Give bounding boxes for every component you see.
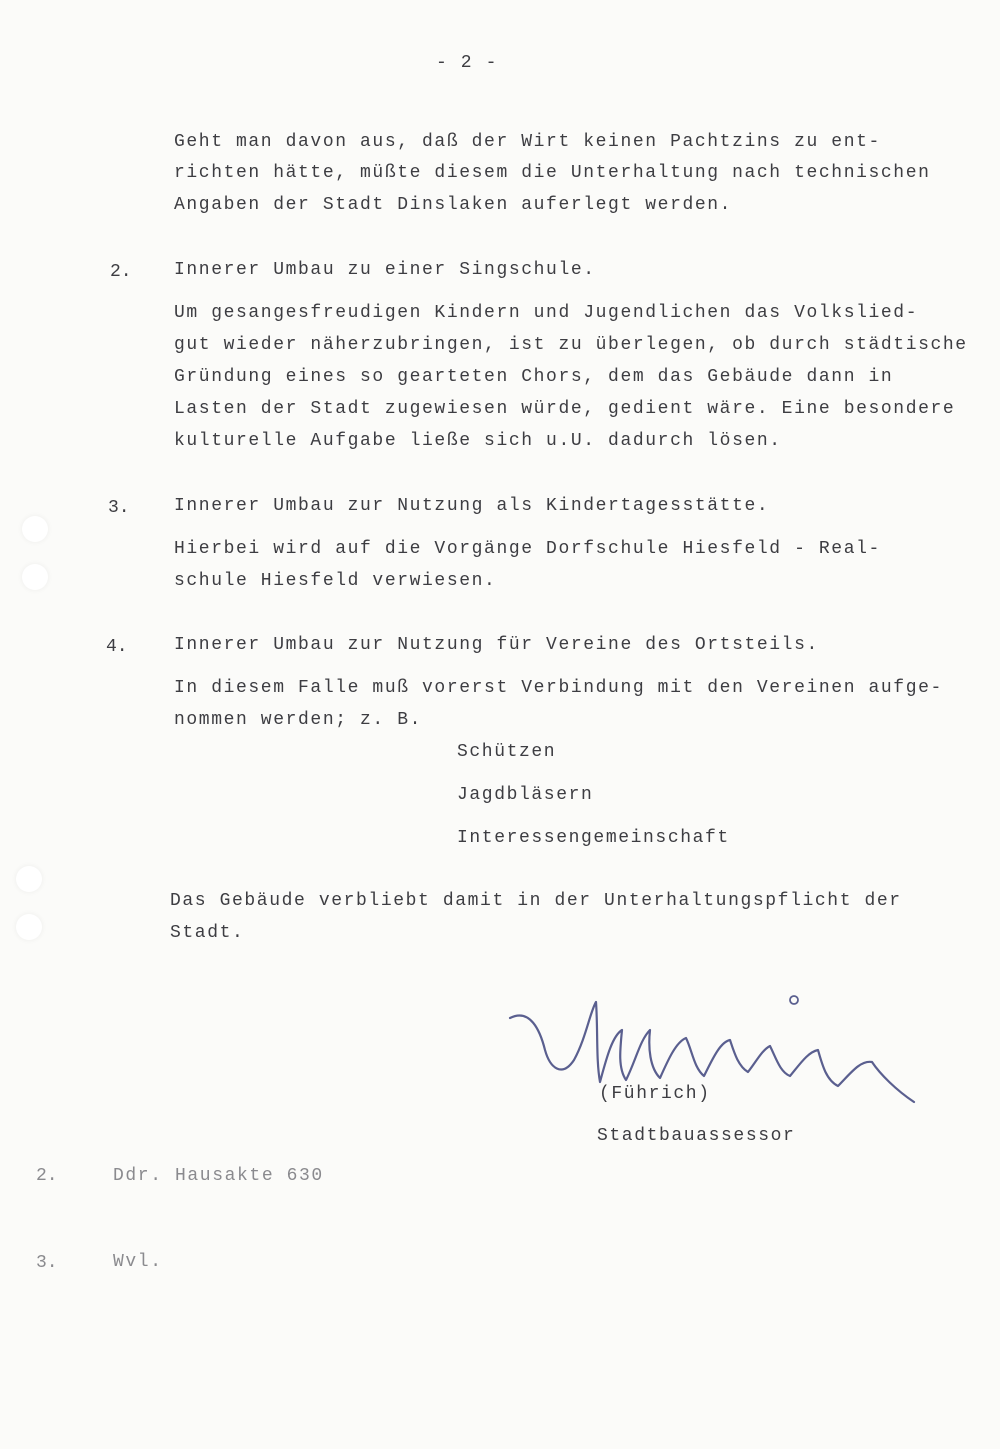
item-body-line: schule Hiesfeld verwiesen. bbox=[174, 571, 497, 591]
footer-note-text: Ddr. Hausakte 630 bbox=[113, 1166, 324, 1186]
punch-hole-upper-2 bbox=[22, 564, 48, 590]
signatory-name: (Führich) bbox=[599, 1084, 711, 1104]
page-number: - 2 - bbox=[436, 53, 499, 73]
item-body-line: Um gesangesfreudigen Kindern und Jugendlichen das Volkslied- bbox=[174, 303, 919, 323]
item-body-line: kulturelle Aufgabe ließe sich u.U. dadurch lösen. bbox=[174, 431, 782, 451]
item-body-line: In diesem Falle muß vorerst Verbindung mit den Vereinen aufge- bbox=[174, 678, 943, 698]
punch-hole-lower-1 bbox=[16, 866, 42, 892]
intro-line: richten hätte, müßte diesem die Unterhaltung nach technischen bbox=[174, 163, 931, 183]
handwritten-signature bbox=[500, 990, 930, 1110]
intro-line: Geht man davon aus, daß der Wirt keinen Pachtzins zu ent- bbox=[174, 132, 881, 152]
association-item: Jagdbläsern bbox=[457, 785, 594, 805]
punch-hole-lower-2 bbox=[16, 914, 42, 940]
closing-line: Stadt. bbox=[170, 923, 245, 943]
item-body-line: gut wieder näherzubringen, ist zu überlegen, ob durch städtische bbox=[174, 335, 968, 355]
item-heading: Innerer Umbau zur Nutzung als Kindertagesstätte. bbox=[174, 496, 770, 516]
closing-line: Das Gebäude verbliebt damit in der Unterhaltungspflicht der bbox=[170, 891, 902, 911]
intro-line: Angaben der Stadt Dinslaken auferlegt werden. bbox=[174, 195, 733, 215]
item-number: 4. bbox=[106, 637, 128, 657]
footer-note-text: Wvl. bbox=[113, 1252, 163, 1272]
footer-note-number: 2. bbox=[36, 1166, 58, 1186]
signatory-title: Stadtbauassessor bbox=[597, 1126, 796, 1146]
item-heading: Innerer Umbau zur Nutzung für Vereine des Ortsteils. bbox=[174, 635, 819, 655]
item-number: 3. bbox=[108, 498, 130, 518]
association-item: Schützen bbox=[457, 742, 557, 762]
item-number: 2. bbox=[110, 262, 132, 282]
association-item: Interessengemeinschaft bbox=[457, 828, 730, 848]
item-body-line: Hierbei wird auf die Vorgänge Dorfschule Hiesfeld - Real- bbox=[174, 539, 881, 559]
footer-note-number: 3. bbox=[36, 1253, 58, 1273]
item-body-line: Lasten der Stadt zugewiesen würde, gedient wäre. Eine besondere bbox=[174, 399, 956, 419]
punch-hole-upper-1 bbox=[22, 516, 48, 542]
item-body-line: Gründung eines so gearteten Chors, dem das Gebäude dann in bbox=[174, 367, 894, 387]
item-heading: Innerer Umbau zu einer Singschule. bbox=[174, 260, 596, 280]
item-body-line: nommen werden; z. B. bbox=[174, 710, 423, 730]
